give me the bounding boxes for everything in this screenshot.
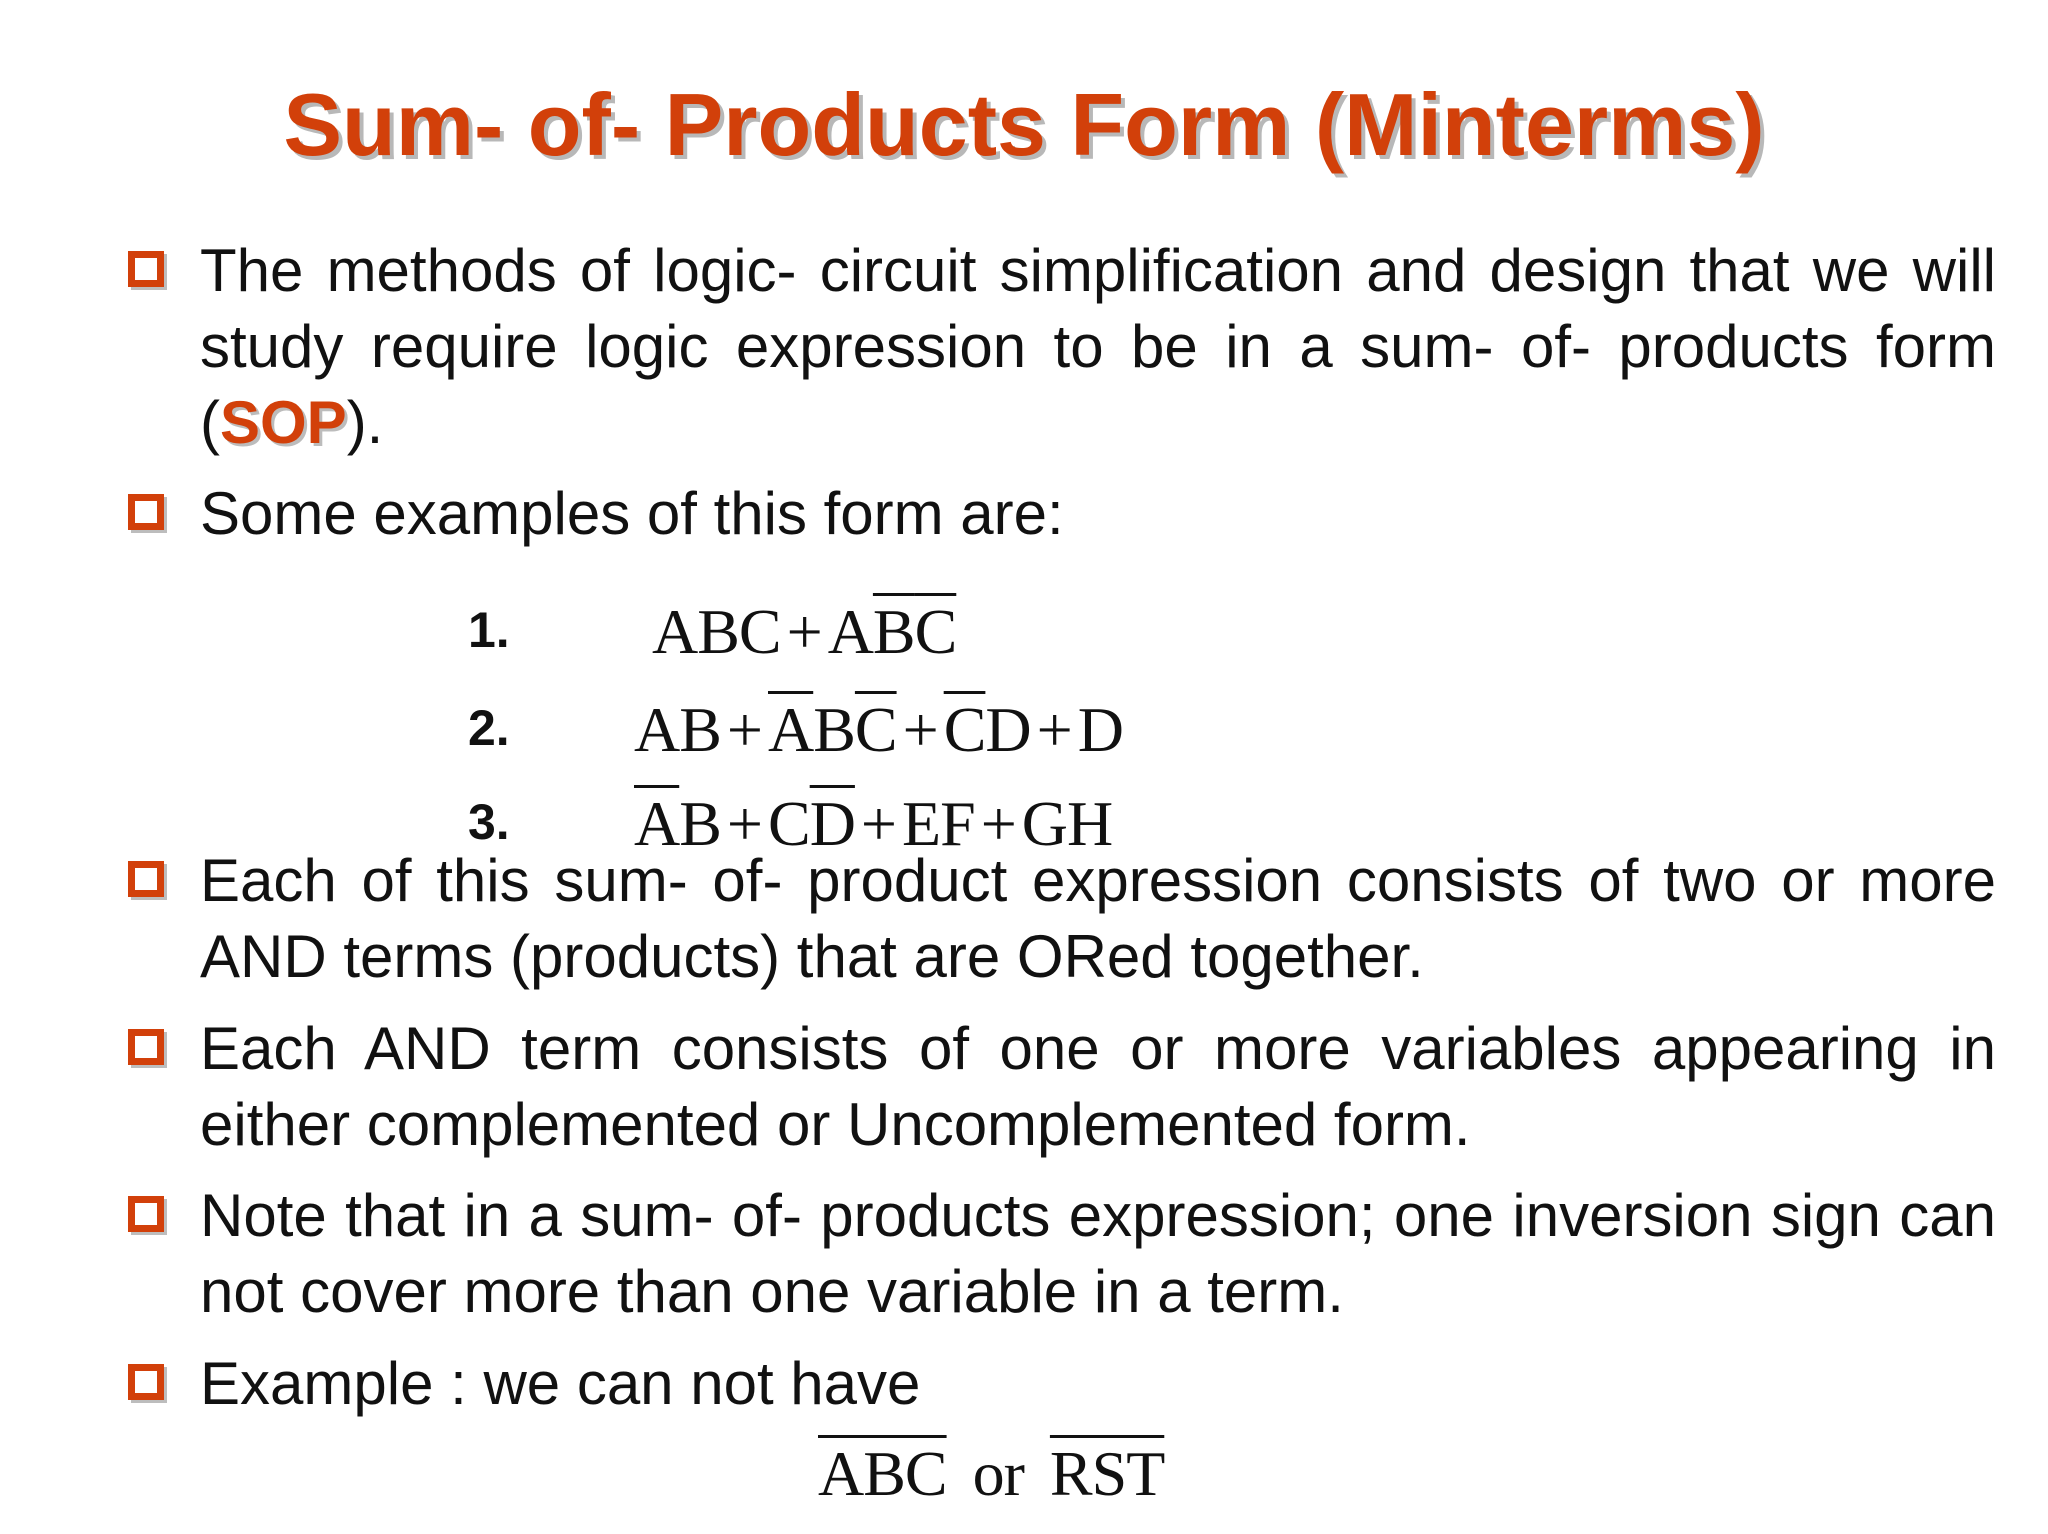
or-word: or [972,1438,1024,1509]
checkbox-bullet-icon [128,861,164,897]
term: GH [1021,788,1113,859]
plus-operator: + [726,788,762,859]
checkbox-bullet-icon [128,494,164,530]
bullet-text-part: The methods of logic- circuit simplification and design that we will study require logic expression to be in a sum- of- products form ( [200,237,1996,456]
bullet-text: Example : we can not have [200,1350,921,1417]
checkbox-bullet-icon [128,1364,164,1400]
checkbox-bullet-icon [128,1196,164,1232]
counter-example-expression [818,1436,1164,1512]
checkbox-bullet-icon [128,251,164,287]
term: AB [634,694,721,765]
bullet-text: Note that in a sum- of- products expression; one inversion sign can not cover more than one variable in a term. [200,1182,1996,1325]
variable: B [813,694,855,765]
plus-operator: + [726,694,762,765]
variable-complemented: $\overline{C}$ [943,694,986,765]
example-number-1: 1. [468,602,510,658]
term: EF [902,788,975,859]
term-complemented: $\overline{ABC}$ [818,1438,947,1509]
plus-operator: + [902,694,938,765]
term-complemented: $\overline{RST}$ [1049,1438,1165,1509]
checkbox-bullet-icon [128,1029,164,1065]
variable-complemented: $\overline{A}$ [634,788,680,859]
example-expression-1 [652,594,956,670]
slide-title: Sum- of- Products Form (Minterms) [283,75,1765,174]
variable-complemented: $\overline{B}$ [872,596,915,667]
plus-operator: + [980,788,1016,859]
bullet-text [200,233,1996,461]
example-expression-2 [634,692,1123,768]
example-number-2: 2. [468,700,510,756]
variable-complemented: $\overline{C}$ [914,596,957,667]
variable: D [1077,694,1123,765]
example-number-3: 3. [468,794,510,850]
variable: D [985,694,1031,765]
bullet-text-part: ). [346,389,384,456]
variable-complemented: $\overline{D}$ [809,788,855,859]
variable: B [679,788,721,859]
variable: C [768,788,810,859]
sop-highlight: SOP [219,389,347,456]
plus-operator: + [860,788,896,859]
plus-operator: + [1036,694,1072,765]
bullet-text: Each of this sum- of- product expression consists of two or more AND terms (products) that are ORed together. [200,847,1996,990]
plus-operator: + [786,596,822,667]
bullet-text: Each AND term consists of one or more variables appearing in either complemented or Uncomplemented form. [200,1015,1996,1158]
variable: A [827,596,873,667]
term: ABC [652,596,781,667]
variable-complemented: $\overline{A}$ [768,694,814,765]
variable-complemented: $\overline{C}$ [854,694,897,765]
bullet-text: Some examples of this form are: [200,480,1064,547]
